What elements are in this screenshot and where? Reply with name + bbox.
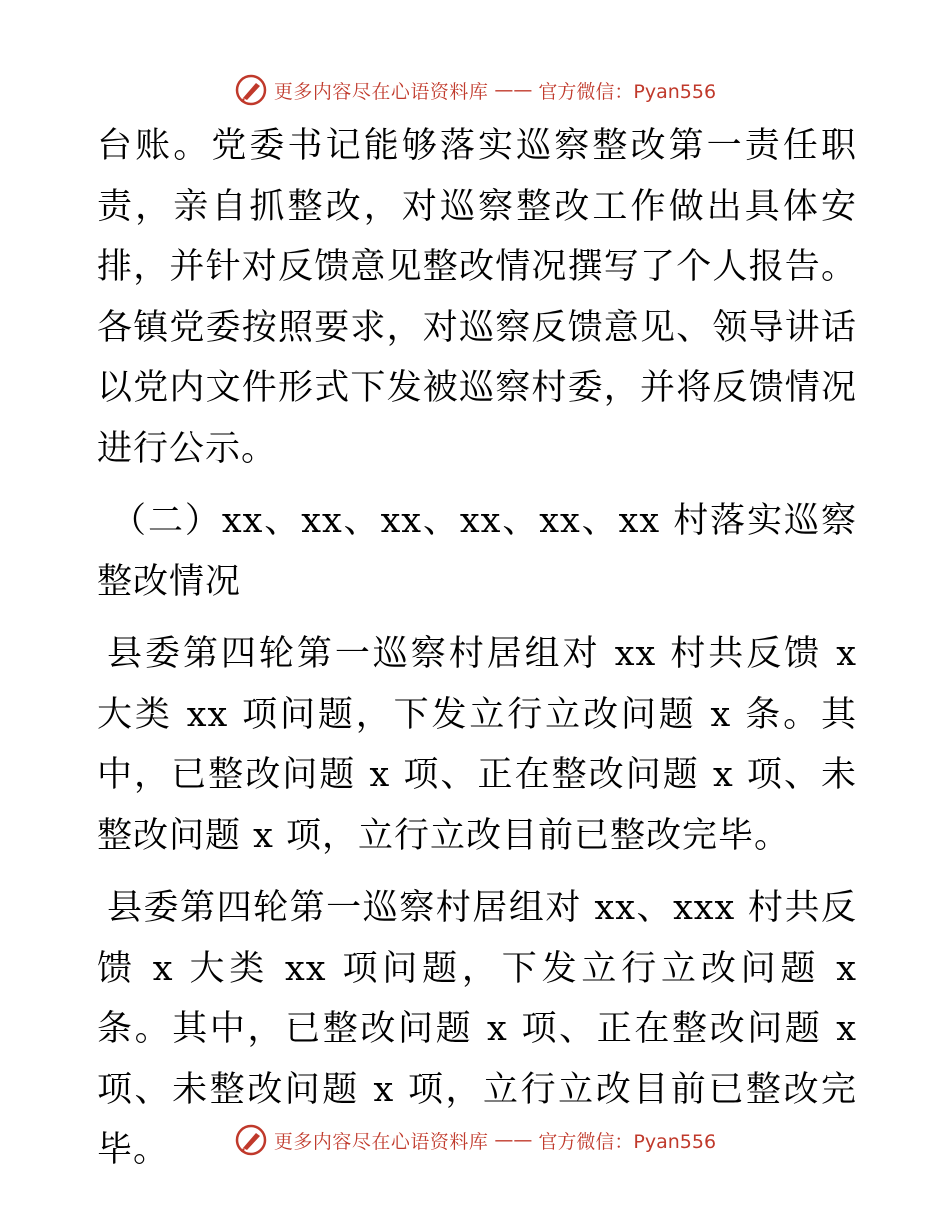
section-heading: （二）xx、xx、xx、xx、xx、xx 村落实巡察整改情况 [97, 501, 857, 602]
pen-logo-icon [234, 73, 268, 107]
watermark-site-text: 更多内容尽在心语资料库 [273, 1130, 489, 1153]
paragraph-2: 县委第四轮第一巡察村居组对 xx 村共反馈 x 大类 xx 项问题，下发立行立改问题 x 条。其中，已整改问题 x 项、正在整改问题 x 项、未整改问题 x 项，立行立改目前已整改完毕。 [97, 634, 857, 856]
watermark-site-text: 更多内容尽在心语资料库 [273, 80, 489, 103]
footer-watermark [0, 1118, 950, 1162]
document-body [97, 116, 857, 1181]
paragraph-1: 台账。党委书记能够落实巡察整改第一责任职责，亲自抓整改，对巡察整改工作做出具体安排，并针对反馈意见整改情况撰写了个人报告。各镇党委按照要求，对巡察反馈意见、领导讲话以党内文件形式下发被巡察村委，并将反馈情况进行公示。 [97, 126, 857, 469]
watermark-separator: —— [494, 1129, 533, 1151]
header-watermark [0, 68, 950, 112]
watermark-contact: 官方微信：Pyan556 [538, 1130, 717, 1153]
pen-logo-icon [234, 1123, 268, 1157]
watermark-separator: —— [494, 79, 533, 101]
paragraph-3: 县委第四轮第一巡察村居组对 xx、xxx 村共反馈 x 大类 xx 项问题，下发立行立改问题 x 条。其中，已整改问题 x 项、正在整改问题 x 项、未整改问题 x 项，立行立改目前已整改完毕。 [97, 888, 857, 1170]
watermark-contact: 官方微信：Pyan556 [538, 80, 717, 103]
